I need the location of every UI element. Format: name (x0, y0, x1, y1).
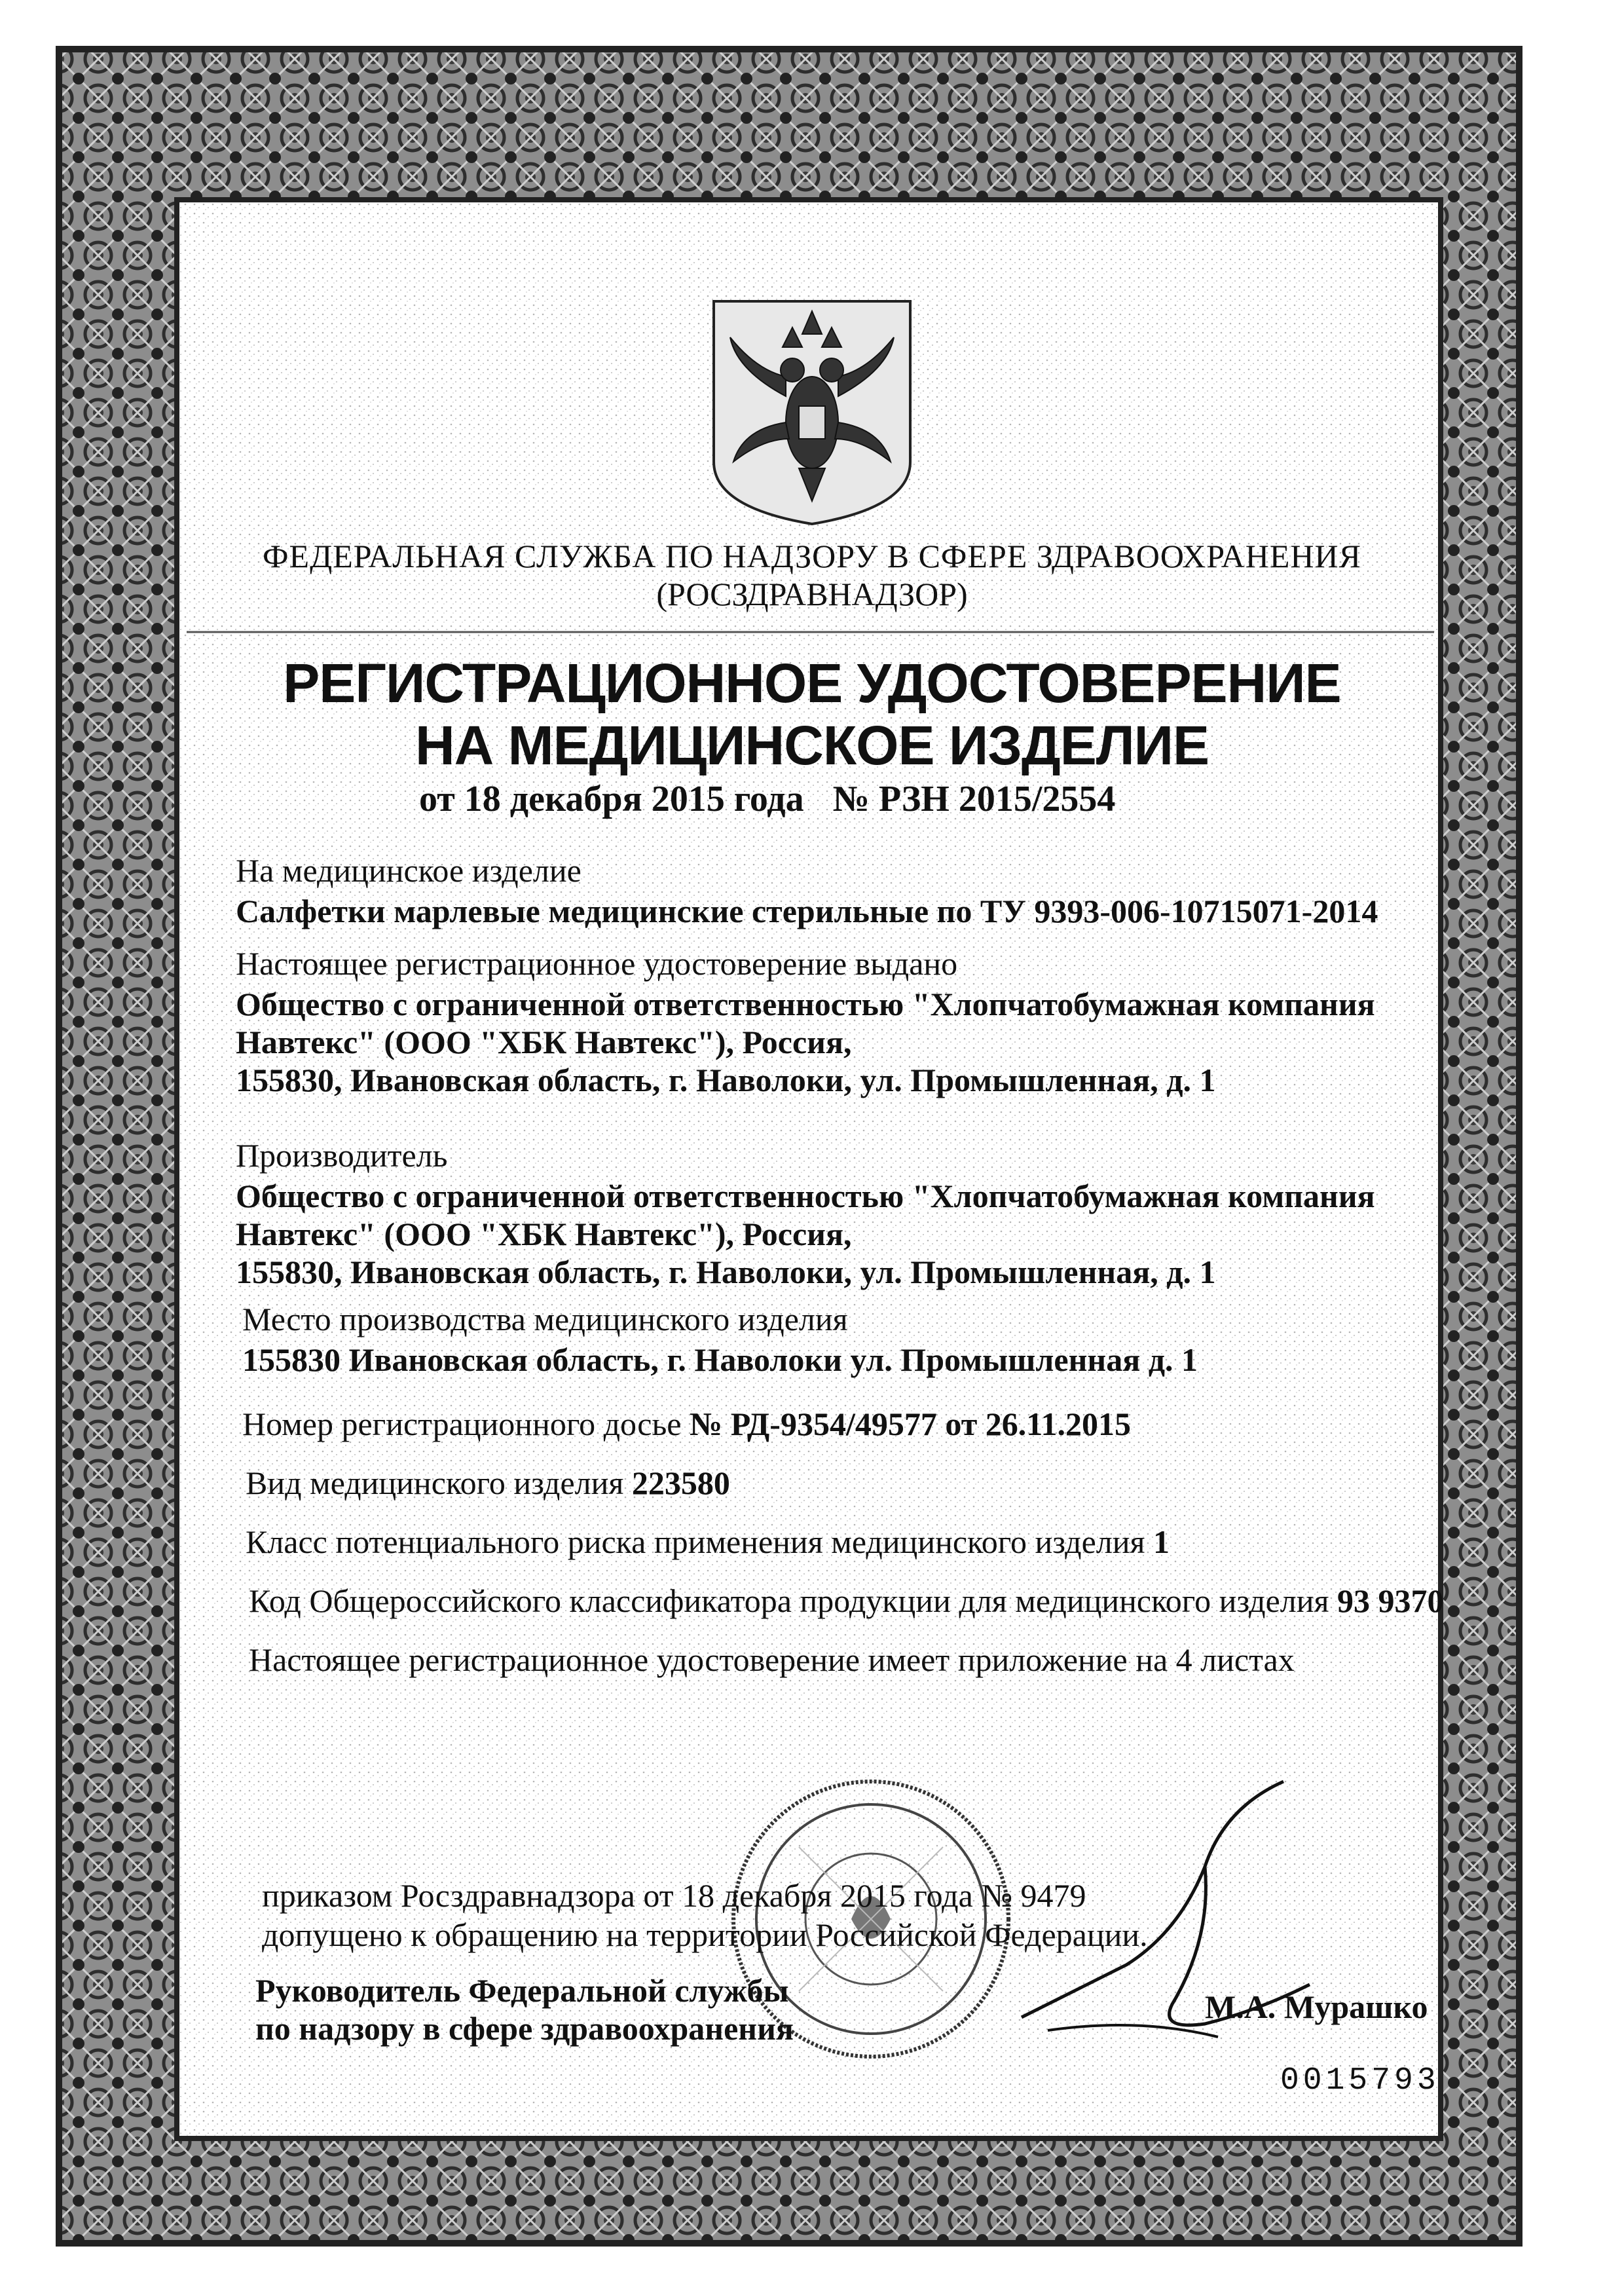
device-block (236, 851, 1414, 930)
device-label: На медицинское изделие (236, 852, 581, 889)
signatory-title-line2: по надзору в сфере здравоохранения (255, 2010, 794, 2047)
document-subtitle: НА МЕДИЦИНСКОЕ ИЗДЕЛИЕ (415, 715, 1209, 776)
issued-to-line2: Навтекс" (ООО "ХБК Навтекс"), Россия, (236, 1024, 852, 1060)
issued-to-label: Настоящее регистрационное удостоверение выдано (236, 945, 958, 982)
risk-class-label: Класс потенциального риска применения медицинского изделия (246, 1523, 1145, 1560)
risk-class-value: 1 (1153, 1523, 1170, 1560)
issue-date-line (419, 778, 1115, 820)
okp-code-value: 93 9370 (1337, 1582, 1444, 1619)
agency-abbreviation: (РОСЗДРАВНАДЗОР) (656, 576, 968, 612)
order-line2: допущено к обращению на территории Российской Федерации. (262, 1916, 1148, 1953)
okp-code-line (249, 1582, 1444, 1620)
signatory-name: М.А. Мурашко (1205, 1988, 1428, 2025)
order-line1: приказом Росздравнадзора от 18 декабря 2015 года № 9479 (262, 1877, 1086, 1914)
manufacturer-block (236, 1136, 1414, 1291)
device-name: Салфетки марлевые медицинские стерильные по ТУ 9393-006-10715071-2014 (236, 893, 1378, 929)
production-site-block (242, 1300, 1421, 1379)
issued-to-line3: 155830, Ивановская область, г. Наволоки, ул. Промышленная, д. 1 (236, 1062, 1216, 1098)
dossier-line (242, 1405, 1131, 1443)
issued-to-block (236, 944, 1414, 1099)
appendix-note: Настоящее регистрационное удостоверение имеет приложение на 4 листах (249, 1641, 1295, 1678)
device-type-line (246, 1464, 730, 1502)
manufacturer-line1: Общество с ограниченной ответственностью "Хлопчатобумажная компания (236, 1178, 1375, 1214)
okp-code-label: Код Общероссийского классификатора продукции для медицинского изделия (249, 1582, 1329, 1619)
agency-name: ФЕДЕРАЛЬНАЯ СЛУЖБА ПО НАДЗОРУ В СФЕРЕ ЗДРАВООХРАНЕНИЯ (263, 538, 1361, 574)
number-prefix: № (832, 779, 870, 819)
manufacturer-label: Производитель (236, 1137, 448, 1174)
production-site-address: 155830 Ивановская область, г. Наволоки ул. Промышленная д. 1 (242, 1341, 1198, 1378)
device-type-label: Вид медицинского изделия (246, 1464, 624, 1501)
document-title: РЕГИСТРАЦИОННОЕ УДОСТОВЕРЕНИЕ (283, 652, 1341, 714)
manufacturer-line2: Навтекс" (ООО "ХБК Навтекс"), Россия, (236, 1216, 852, 1252)
production-site-label: Место производства медицинского изделия (242, 1301, 848, 1337)
manufacturer-line3: 155830, Ивановская область, г. Наволоки, ул. Промышленная, д. 1 (236, 1254, 1216, 1290)
serial-number: 0015793 (1280, 2063, 1440, 2099)
signatory-title-line1: Руководитель Федеральной службы (255, 1972, 789, 2009)
date-prefix: от (419, 779, 455, 819)
registration-number: РЗН 2015/2554 (878, 779, 1116, 819)
dossier-label: Номер регистрационного досье (242, 1406, 682, 1442)
device-type-code: 223580 (631, 1464, 730, 1501)
issue-date: 18 декабря 2015 года (464, 779, 804, 819)
issued-to-line1: Общество с ограниченной ответственностью "Хлопчатобумажная компания (236, 986, 1375, 1022)
dossier-number: № РД-9354/49577 от 26.11.2015 (689, 1406, 1131, 1442)
risk-class-line (246, 1523, 1170, 1561)
